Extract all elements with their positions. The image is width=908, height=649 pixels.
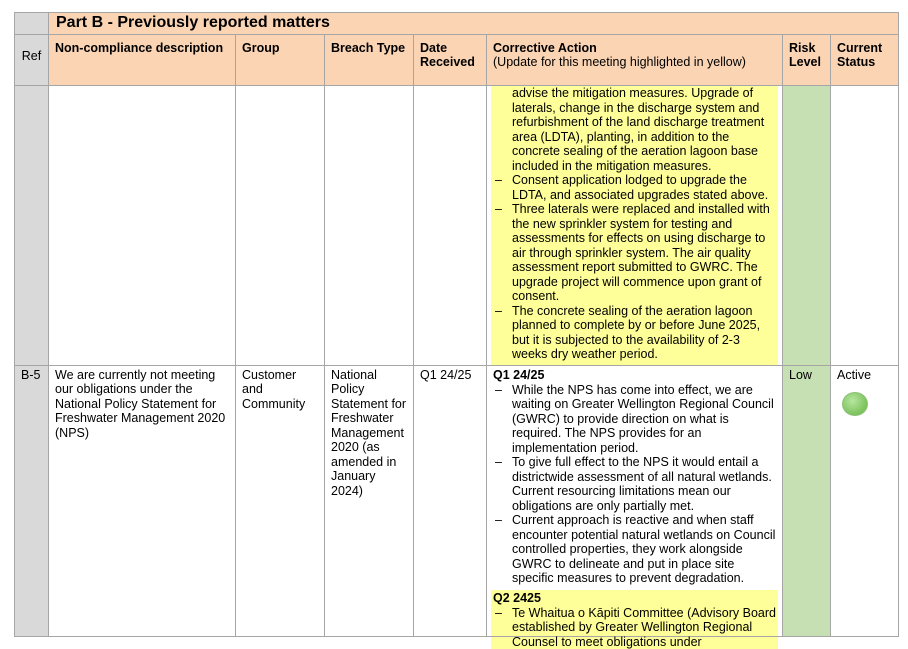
date-received-cell xyxy=(414,86,487,366)
corrective-action-cell xyxy=(487,86,783,366)
list-item: – The concrete sealing of the aeration lagoon planned to complete by or before June 2025, but it is subjected to the availability of 2-3 weeks dry weather period. xyxy=(493,304,776,362)
current-status-cell xyxy=(831,365,899,636)
ref-cell xyxy=(15,86,49,366)
current-status-cell xyxy=(831,86,899,366)
q1-heading: Q1 24/25 xyxy=(493,368,776,383)
highlighted-update xyxy=(491,86,778,365)
section-ref-cell xyxy=(15,13,49,35)
header-group: Group xyxy=(236,35,325,86)
list-item: – To give full effect to the NPS it would entail a districtwide assessment of all natural wetlands. Current resourcing limitations mean our obligations are only partially met. xyxy=(493,455,776,513)
description-cell: We are currently not meeting our obligations under the National Policy Statement for Freshwater Management 2020 (NPS) xyxy=(49,365,236,636)
header-ref: Ref xyxy=(15,35,49,86)
header-current-status: Current Status xyxy=(831,35,899,86)
q2-list xyxy=(493,606,776,649)
list-item: – While the NPS has come into effect, we are waiting on Greater Wellington Regional Council (GWRC) to provide direction on what is required. The NPS provides for an implementation period. xyxy=(493,383,776,456)
list-item: advise the mitigation measures. Upgrade of laterals, change in the discharge system and refurbishment of the land discharge treatment area (LDTA), planting, in addition to the concrete sealing of the aeration lagoon base included in the mitigation measures. xyxy=(493,86,776,173)
table-row-continued xyxy=(15,86,899,366)
status-indicator-icon xyxy=(842,392,868,416)
header-description: Non-compliance description xyxy=(49,35,236,86)
column-header-row xyxy=(15,35,899,86)
list-item: – Three laterals were replaced and installed with the new sprinkler system for testing and assessments for effects on using discharge to air through sprinkler system. The air quality assessment report submitted to GWRC. The upgrade project will commence upon grant of consent. xyxy=(493,202,776,304)
risk-level-cell: Low xyxy=(783,365,831,636)
corrective-action-cell xyxy=(487,365,783,636)
q2-heading: Q2 2425 xyxy=(493,591,776,606)
ref-cell: B-5 xyxy=(15,365,49,636)
header-corrective-action-label: Corrective Action xyxy=(493,41,779,55)
description-cell xyxy=(49,86,236,366)
q1-block xyxy=(491,366,778,586)
section-header-row xyxy=(15,13,899,35)
group-cell xyxy=(236,86,325,366)
status-label: Active xyxy=(837,368,894,383)
breach-type-cell xyxy=(325,86,414,366)
group-cell: Customer and Community xyxy=(236,365,325,636)
section-title: Part B - Previously reported matters xyxy=(49,13,899,35)
breach-type-cell: National Policy Statement for Freshwater Management 2020 (as amended in January 2024) xyxy=(325,365,414,636)
list-item: – Te Whaitua o Kāpiti Committee (Advisory Board established by Greater Wellington Regional Counsel to meet obligations under xyxy=(493,606,776,649)
non-compliance-table xyxy=(14,12,899,637)
list-item: – Current approach is reactive and when staff encounter potential natural wetlands on Council controlled properties, they work alongside GWRC to delineate and put in place site specific measures to prevent degradation. xyxy=(493,513,776,586)
date-received-cell: Q1 24/25 xyxy=(414,365,487,636)
action-list xyxy=(493,86,776,362)
header-corrective-action xyxy=(487,35,783,86)
table-row-b5 xyxy=(15,365,899,636)
header-breach-type: Breach Type xyxy=(325,35,414,86)
header-corrective-action-note: (Update for this meeting highlighted in yellow) xyxy=(493,55,779,69)
risk-level-cell xyxy=(783,86,831,366)
list-item: – Consent application lodged to upgrade the LDTA, and associated upgrades stated above. xyxy=(493,173,776,202)
header-date-received: Date Received xyxy=(414,35,487,86)
header-risk-level: Risk Level xyxy=(783,35,831,86)
q2-block xyxy=(491,590,778,649)
q1-list xyxy=(493,383,776,586)
corrective-action-content xyxy=(491,366,778,634)
